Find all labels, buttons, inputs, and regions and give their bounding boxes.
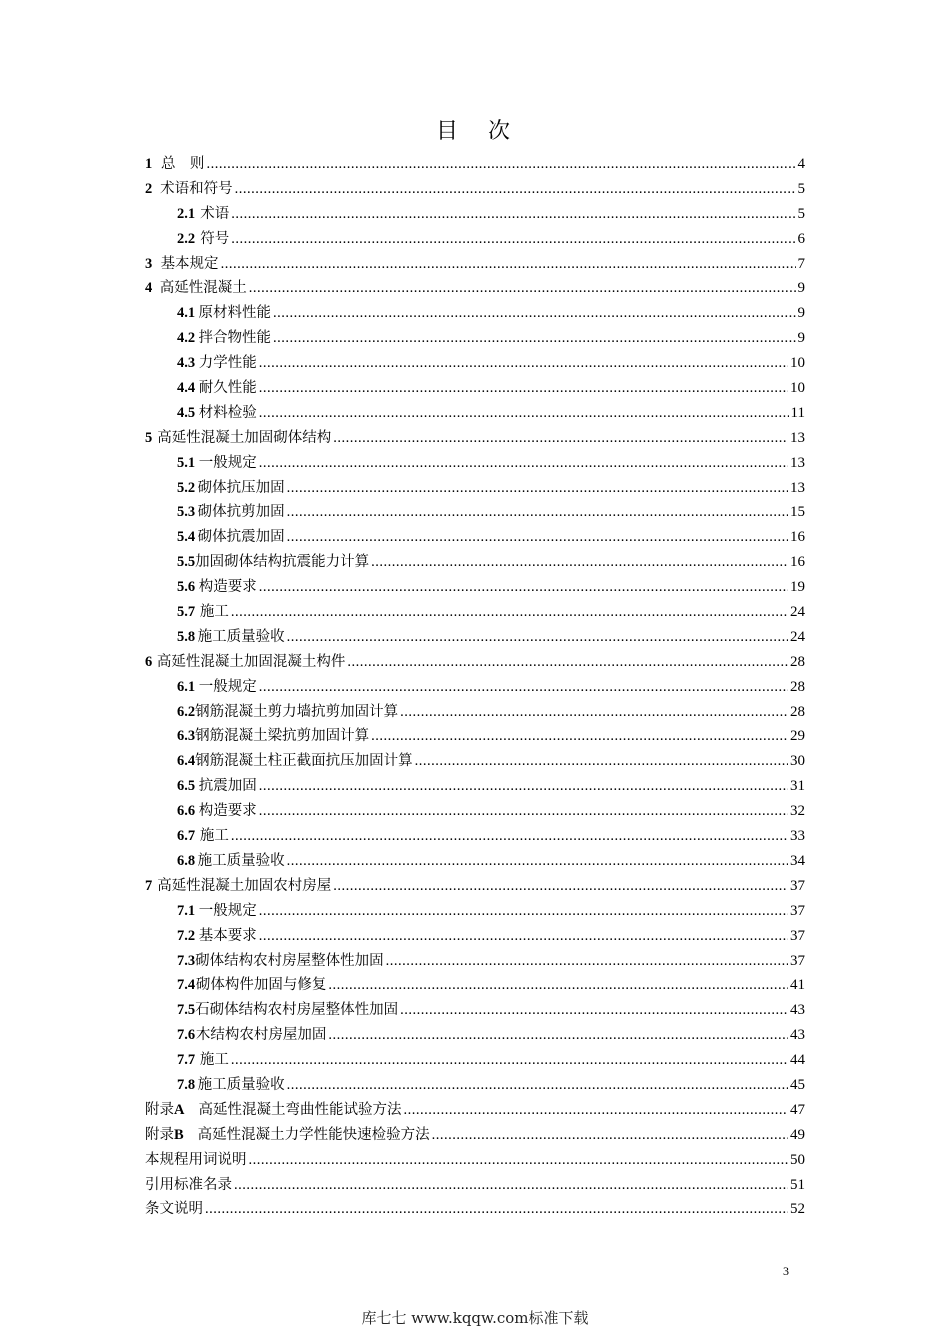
toc-entry-number: 5.4 [177, 529, 196, 546]
toc-entry-page: 24 [790, 628, 805, 645]
toc-entry-label: 材料检验 [198, 404, 257, 421]
toc-entry-number: 7.7 [177, 1052, 196, 1069]
toc-entry-page: 28 [790, 703, 805, 720]
toc-entry-label: 施工质量验收 [197, 628, 285, 645]
toc-entry-label: 条文说明 [145, 1201, 203, 1218]
toc-entry-number: 5 [145, 429, 153, 446]
dot-leader [231, 202, 795, 227]
dot-leader [400, 998, 788, 1023]
toc-entry[interactable] [145, 326, 805, 351]
toc-entry-page: 31 [790, 778, 805, 795]
dot-leader [259, 799, 788, 824]
toc-entry-page: 5 [797, 205, 805, 222]
dot-leader [333, 874, 788, 899]
toc-entry-label: 石砌体结构农村房屋整体性加固 [195, 1002, 399, 1019]
toc-entry-number: 1 [145, 156, 153, 172]
toc-entry-label: 钢筋混凝土梁抗剪加固计算 [195, 728, 370, 745]
toc-entry[interactable] [145, 1048, 805, 1073]
dot-leader [231, 227, 795, 252]
toc-entry[interactable] [145, 1023, 805, 1048]
toc-entry-page: 37 [790, 902, 805, 919]
toc-entry-number: 4.3 [177, 355, 196, 372]
toc-entry[interactable] [145, 451, 805, 476]
toc-entry-number: 3 [145, 255, 153, 272]
toc-entry[interactable] [145, 525, 805, 550]
toc-entry-number: 4.2 [177, 330, 196, 347]
dot-leader [287, 849, 788, 874]
toc-entry-page: 5 [797, 180, 805, 197]
toc-entry-number: B [174, 1126, 184, 1143]
toc-entry-page: 52 [790, 1201, 805, 1218]
toc-entry[interactable] [145, 874, 805, 899]
dot-leader [259, 774, 788, 799]
toc-entry-number: 6.5 [177, 778, 196, 795]
toc-entry[interactable] [145, 426, 805, 451]
dot-leader [400, 700, 788, 725]
toc-entry[interactable] [145, 949, 805, 974]
toc-entry-label: 高延性混凝土力学性能快速检验方法 [197, 1126, 430, 1143]
toc-entry-page: 10 [790, 355, 805, 372]
toc-entry-label: 施工 [199, 604, 229, 621]
toc-entry-number: 5.2 [177, 479, 196, 496]
toc-entry-label: 施工质量验收 [197, 852, 285, 869]
toc-entry[interactable] [145, 799, 805, 824]
dot-leader [287, 625, 788, 650]
toc-entry-label: 施工 [199, 1052, 229, 1069]
toc-entry[interactable] [145, 1098, 805, 1123]
toc-entry-page: 30 [790, 753, 805, 770]
toc-entry-label: 一般规定 [198, 454, 257, 471]
toc-entry[interactable] [145, 675, 805, 700]
toc-entry[interactable] [145, 276, 805, 301]
toc-entry-label: 加固砌体结构抗震能力计算 [195, 554, 370, 571]
toc-entry-page: 9 [797, 280, 805, 297]
dot-leader [259, 899, 788, 924]
toc-entry-label: 原材料性能 [198, 305, 271, 322]
toc-entry[interactable] [145, 700, 805, 725]
toc-entry-page: 16 [790, 554, 805, 571]
toc-entry-page: 28 [790, 678, 805, 695]
toc-entry-label: 总 则 [160, 156, 205, 172]
toc-entry-number: 6.1 [177, 678, 196, 695]
toc-entry[interactable] [145, 724, 805, 749]
toc-entry-number: 7 [145, 877, 153, 894]
toc-entry-page: 32 [790, 803, 805, 820]
toc-entry-label: 术语 [200, 205, 230, 222]
toc-entry-label: 砌体构件加固与修复 [195, 977, 327, 994]
toc-entry-label: 基本要求 [198, 927, 257, 944]
dot-leader [235, 177, 796, 202]
toc-entry-label: 本规程用词说明 [145, 1151, 247, 1168]
toc-entry-page: 4 [797, 156, 805, 172]
toc-entry[interactable] [145, 1197, 805, 1222]
toc-entry[interactable] [145, 625, 805, 650]
toc-entry-number: 7.6 [177, 1027, 196, 1044]
dot-leader [347, 650, 788, 675]
dot-leader [386, 949, 788, 974]
toc-entry-page: 6 [797, 230, 805, 247]
toc-entry-label: 砌体抗剪加固 [197, 504, 285, 521]
toc-entry-number: 4.4 [177, 380, 196, 397]
dot-leader [205, 1197, 788, 1222]
toc-entry-page: 37 [790, 877, 805, 894]
toc-entry-label: 高延性混凝土 [159, 280, 247, 297]
toc-entry-label: 砌体抗震加固 [197, 529, 285, 546]
toc-entry[interactable] [145, 227, 805, 252]
dot-leader [249, 1148, 789, 1173]
toc-entry[interactable] [145, 177, 805, 202]
toc-entry-page: 41 [790, 977, 805, 994]
toc-entry-label: 一般规定 [198, 678, 257, 695]
toc-entry-page: 9 [797, 330, 805, 347]
toc-entry-label: 拌合物性能 [198, 330, 271, 347]
toc-entry[interactable] [145, 1173, 805, 1198]
toc-entry-page: 15 [790, 504, 805, 521]
toc-entry[interactable] [145, 973, 805, 998]
toc-entry-label: 高延性混凝土加固农村房屋 [157, 877, 332, 894]
toc-entry-number: 7.3 [177, 952, 196, 969]
toc-entry-label: 高延性混凝土加固砌体结构 [157, 429, 332, 446]
toc-entry-page: 29 [790, 728, 805, 745]
toc-entry-label: 钢筋混凝土剪力墙抗剪加固计算 [195, 703, 399, 720]
toc-entry-number: 5.5 [177, 554, 196, 571]
dot-leader [403, 1098, 788, 1123]
dot-leader [371, 550, 788, 575]
toc-entry-label: 抗震加固 [198, 778, 257, 795]
toc-entry[interactable] [145, 600, 805, 625]
toc-entry[interactable] [145, 301, 805, 326]
toc-entry-page: 44 [790, 1052, 805, 1069]
dot-leader [221, 252, 796, 277]
toc-entry-number: 4.5 [177, 404, 196, 421]
toc-entry-page: 28 [790, 653, 805, 670]
toc-entry-label: 术语和符号 [160, 180, 233, 197]
toc-entry-label: 钢筋混凝土柱正截面抗压加固计算 [195, 753, 413, 770]
dot-leader [371, 724, 788, 749]
dot-leader [259, 376, 788, 401]
dot-leader [328, 973, 788, 998]
toc-entry-page: 45 [790, 1076, 805, 1093]
toc-entry-label: 耐久性能 [198, 380, 257, 397]
toc-entry-page: 43 [790, 1027, 805, 1044]
toc-entry-number: 5.3 [177, 504, 196, 521]
toc-entry-page: 19 [790, 579, 805, 596]
toc-entry[interactable] [145, 575, 805, 600]
dot-leader [287, 1073, 788, 1098]
table-of-contents [145, 152, 805, 1222]
toc-entry-page: 43 [790, 1002, 805, 1019]
toc-entry-label: 施工质量验收 [197, 1076, 285, 1093]
toc-entry-number: 6.7 [177, 828, 196, 845]
dot-leader [273, 326, 796, 351]
toc-entry-number: 6.3 [177, 728, 196, 745]
toc-entry-label: 高延性混凝土弯曲性能试验方法 [198, 1101, 402, 1118]
toc-entry-page: 49 [790, 1126, 805, 1143]
toc-entry-label: 力学性能 [198, 355, 257, 372]
toc-entry-number: 7.1 [177, 902, 196, 919]
dot-leader [206, 152, 795, 177]
toc-entry[interactable] [145, 749, 805, 774]
toc-entry[interactable] [145, 401, 805, 426]
dot-leader [333, 426, 788, 451]
dot-leader [259, 401, 789, 426]
dot-leader [328, 1023, 788, 1048]
toc-entry-page: 50 [790, 1151, 805, 1168]
dot-leader [415, 749, 788, 774]
toc-entry-label: 施工 [199, 828, 229, 845]
toc-entry-number: 5.1 [177, 454, 196, 471]
toc-entry-number: 6 [145, 653, 153, 670]
toc-entry-label: 基本规定 [160, 255, 219, 272]
toc-entry-number: 7.8 [177, 1076, 196, 1093]
dot-leader [287, 525, 788, 550]
toc-entry[interactable] [145, 774, 805, 799]
toc-entry-label: 引用标准名录 [145, 1176, 232, 1193]
toc-entry-number: 2 [145, 180, 153, 197]
dot-leader [259, 451, 788, 476]
toc-entry-page: 24 [790, 604, 805, 621]
toc-entry-label: 构造要求 [198, 803, 257, 820]
dot-leader [259, 575, 788, 600]
toc-entry-label: 高延性混凝土加固混凝土构件 [156, 653, 346, 670]
dot-leader [259, 351, 788, 376]
toc-entry-prefix: 附录 [145, 1126, 174, 1143]
toc-entry-page: 9 [797, 305, 805, 322]
dot-leader [231, 824, 788, 849]
dot-leader [259, 924, 788, 949]
toc-entry-number: 7.4 [177, 977, 196, 994]
toc-entry[interactable] [145, 924, 805, 949]
toc-entry[interactable] [145, 152, 805, 177]
toc-entry-page: 33 [790, 828, 805, 845]
toc-entry-number: 6.8 [177, 852, 196, 869]
page-number: 3 [783, 1264, 789, 1278]
dot-leader [231, 600, 788, 625]
toc-entry-label: 木结构农村房屋加固 [195, 1027, 327, 1044]
toc-entry-number: 5.8 [177, 628, 196, 645]
toc-entry-number: 7.5 [177, 1002, 196, 1019]
toc-entry-label: 一般规定 [198, 902, 257, 919]
toc-entry[interactable] [145, 1073, 805, 1098]
toc-entry[interactable] [145, 849, 805, 874]
toc-entry-number: 7.2 [177, 927, 196, 944]
dot-leader [432, 1123, 788, 1148]
toc-entry-page: 51 [790, 1176, 805, 1193]
dot-leader [273, 301, 796, 326]
toc-entry-label: 构造要求 [198, 579, 257, 596]
toc-entry[interactable] [145, 550, 805, 575]
toc-entry-page: 16 [790, 529, 805, 546]
toc-entry-number: 2.1 [177, 205, 196, 222]
dot-leader [231, 1048, 788, 1073]
toc-entry-number: 6.6 [177, 803, 196, 820]
toc-entry[interactable] [145, 376, 805, 401]
toc-entry[interactable] [145, 351, 805, 376]
toc-entry-number: 6.4 [177, 753, 196, 770]
toc-entry-page: 7 [797, 255, 805, 272]
dot-leader [259, 675, 788, 700]
toc-entry-number: 2.2 [177, 230, 196, 247]
footer-watermark: 库七七 www.kqqw.com标准下载 [361, 1309, 589, 1327]
toc-entry-page: 13 [790, 454, 805, 471]
toc-entry-number: 4 [145, 280, 153, 297]
dot-leader [287, 500, 788, 525]
toc-entry[interactable] [145, 252, 805, 277]
toc-entry-number: 5.7 [177, 604, 196, 621]
toc-entry[interactable] [145, 476, 805, 501]
toc-entry-number: A [174, 1101, 185, 1118]
toc-entry[interactable] [145, 202, 805, 227]
toc-entry-prefix: 附录 [145, 1101, 174, 1118]
dot-leader [287, 476, 788, 501]
toc-entry[interactable] [145, 824, 805, 849]
toc-entry-page: 47 [790, 1101, 805, 1118]
toc-entry[interactable] [145, 1123, 805, 1148]
toc-entry[interactable] [145, 650, 805, 675]
toc-entry-page: 11 [790, 404, 805, 421]
toc-entry-page: 10 [790, 380, 805, 397]
dot-leader [249, 276, 796, 301]
page-title: 目 次 [435, 119, 514, 144]
dot-leader [234, 1173, 788, 1198]
toc-entry-page: 13 [790, 429, 805, 446]
toc-entry-page: 34 [790, 852, 805, 869]
toc-entry[interactable] [145, 1148, 805, 1173]
toc-entry-label: 砌体结构农村房屋整体性加固 [195, 952, 384, 969]
toc-entry-label: 砌体抗压加固 [197, 479, 285, 496]
toc-entry-page: 37 [790, 952, 805, 969]
toc-entry-page: 37 [790, 927, 805, 944]
toc-entry-page: 13 [790, 479, 805, 496]
toc-entry[interactable] [145, 500, 805, 525]
toc-entry[interactable] [145, 899, 805, 924]
toc-entry-number: 4.1 [177, 305, 196, 322]
toc-entry-number: 6.2 [177, 703, 196, 720]
toc-entry[interactable] [145, 998, 805, 1023]
toc-entry-number: 5.6 [177, 579, 196, 596]
toc-entry-label: 符号 [200, 230, 230, 247]
